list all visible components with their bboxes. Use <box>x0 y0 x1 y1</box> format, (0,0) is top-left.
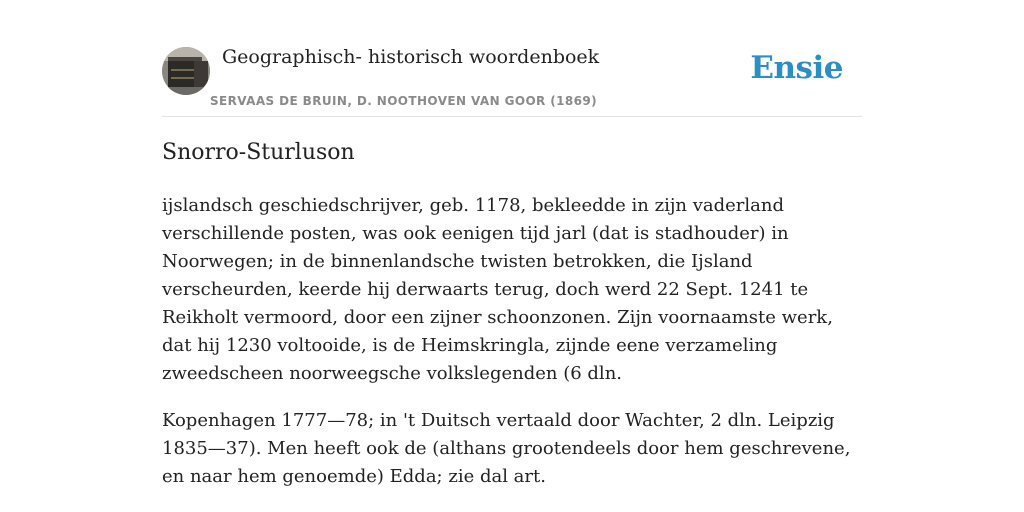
entry-paragraph: ijslandsch geschiedschrijver, geb. 1178, bekleedde in zijn vaderland verschillende posten, was ook eenigen tijd jarl (dat is stadhouder) in Noorwegen; in de binnenlandsche twisten betrokken, die Ijsland verscheurden, keerde hij derwaarts terug, doch werd 22 Sept. 1241 te Reikholt vermoord, door een zijner schoonzonen. Zijn voornaamste werk, dat hij 1230 voltooide, is de Heimskringla, zijnde eene verzameling zweedscheen noorweegsche volkslegenden (6 dln. <box>162 195 833 384</box>
entry-body <box>162 192 862 510</box>
ensie-logo[interactable]: Ensie <box>750 50 843 86</box>
book-authors[interactable]: SERVAAS DE BRUIN, D. NOOTHOVEN VAN GOOR (1869) <box>210 94 598 108</box>
entry-title: Snorro-Sturluson <box>162 140 355 165</box>
book-cover-thumbnail-icon[interactable] <box>162 47 210 95</box>
entry-paragraph: Kopenhagen 1777—78; in 't Duitsch vertaald door Wachter, 2 dln. Leipzig 1835—37). Men heeft ook de (althans grootendeels door hem geschrevene, en naar hem genoemde) Edda; zie dal art. <box>162 410 851 487</box>
book-header <box>162 40 862 117</box>
book-title[interactable]: Geographisch- historisch woordenboek <box>222 46 600 68</box>
